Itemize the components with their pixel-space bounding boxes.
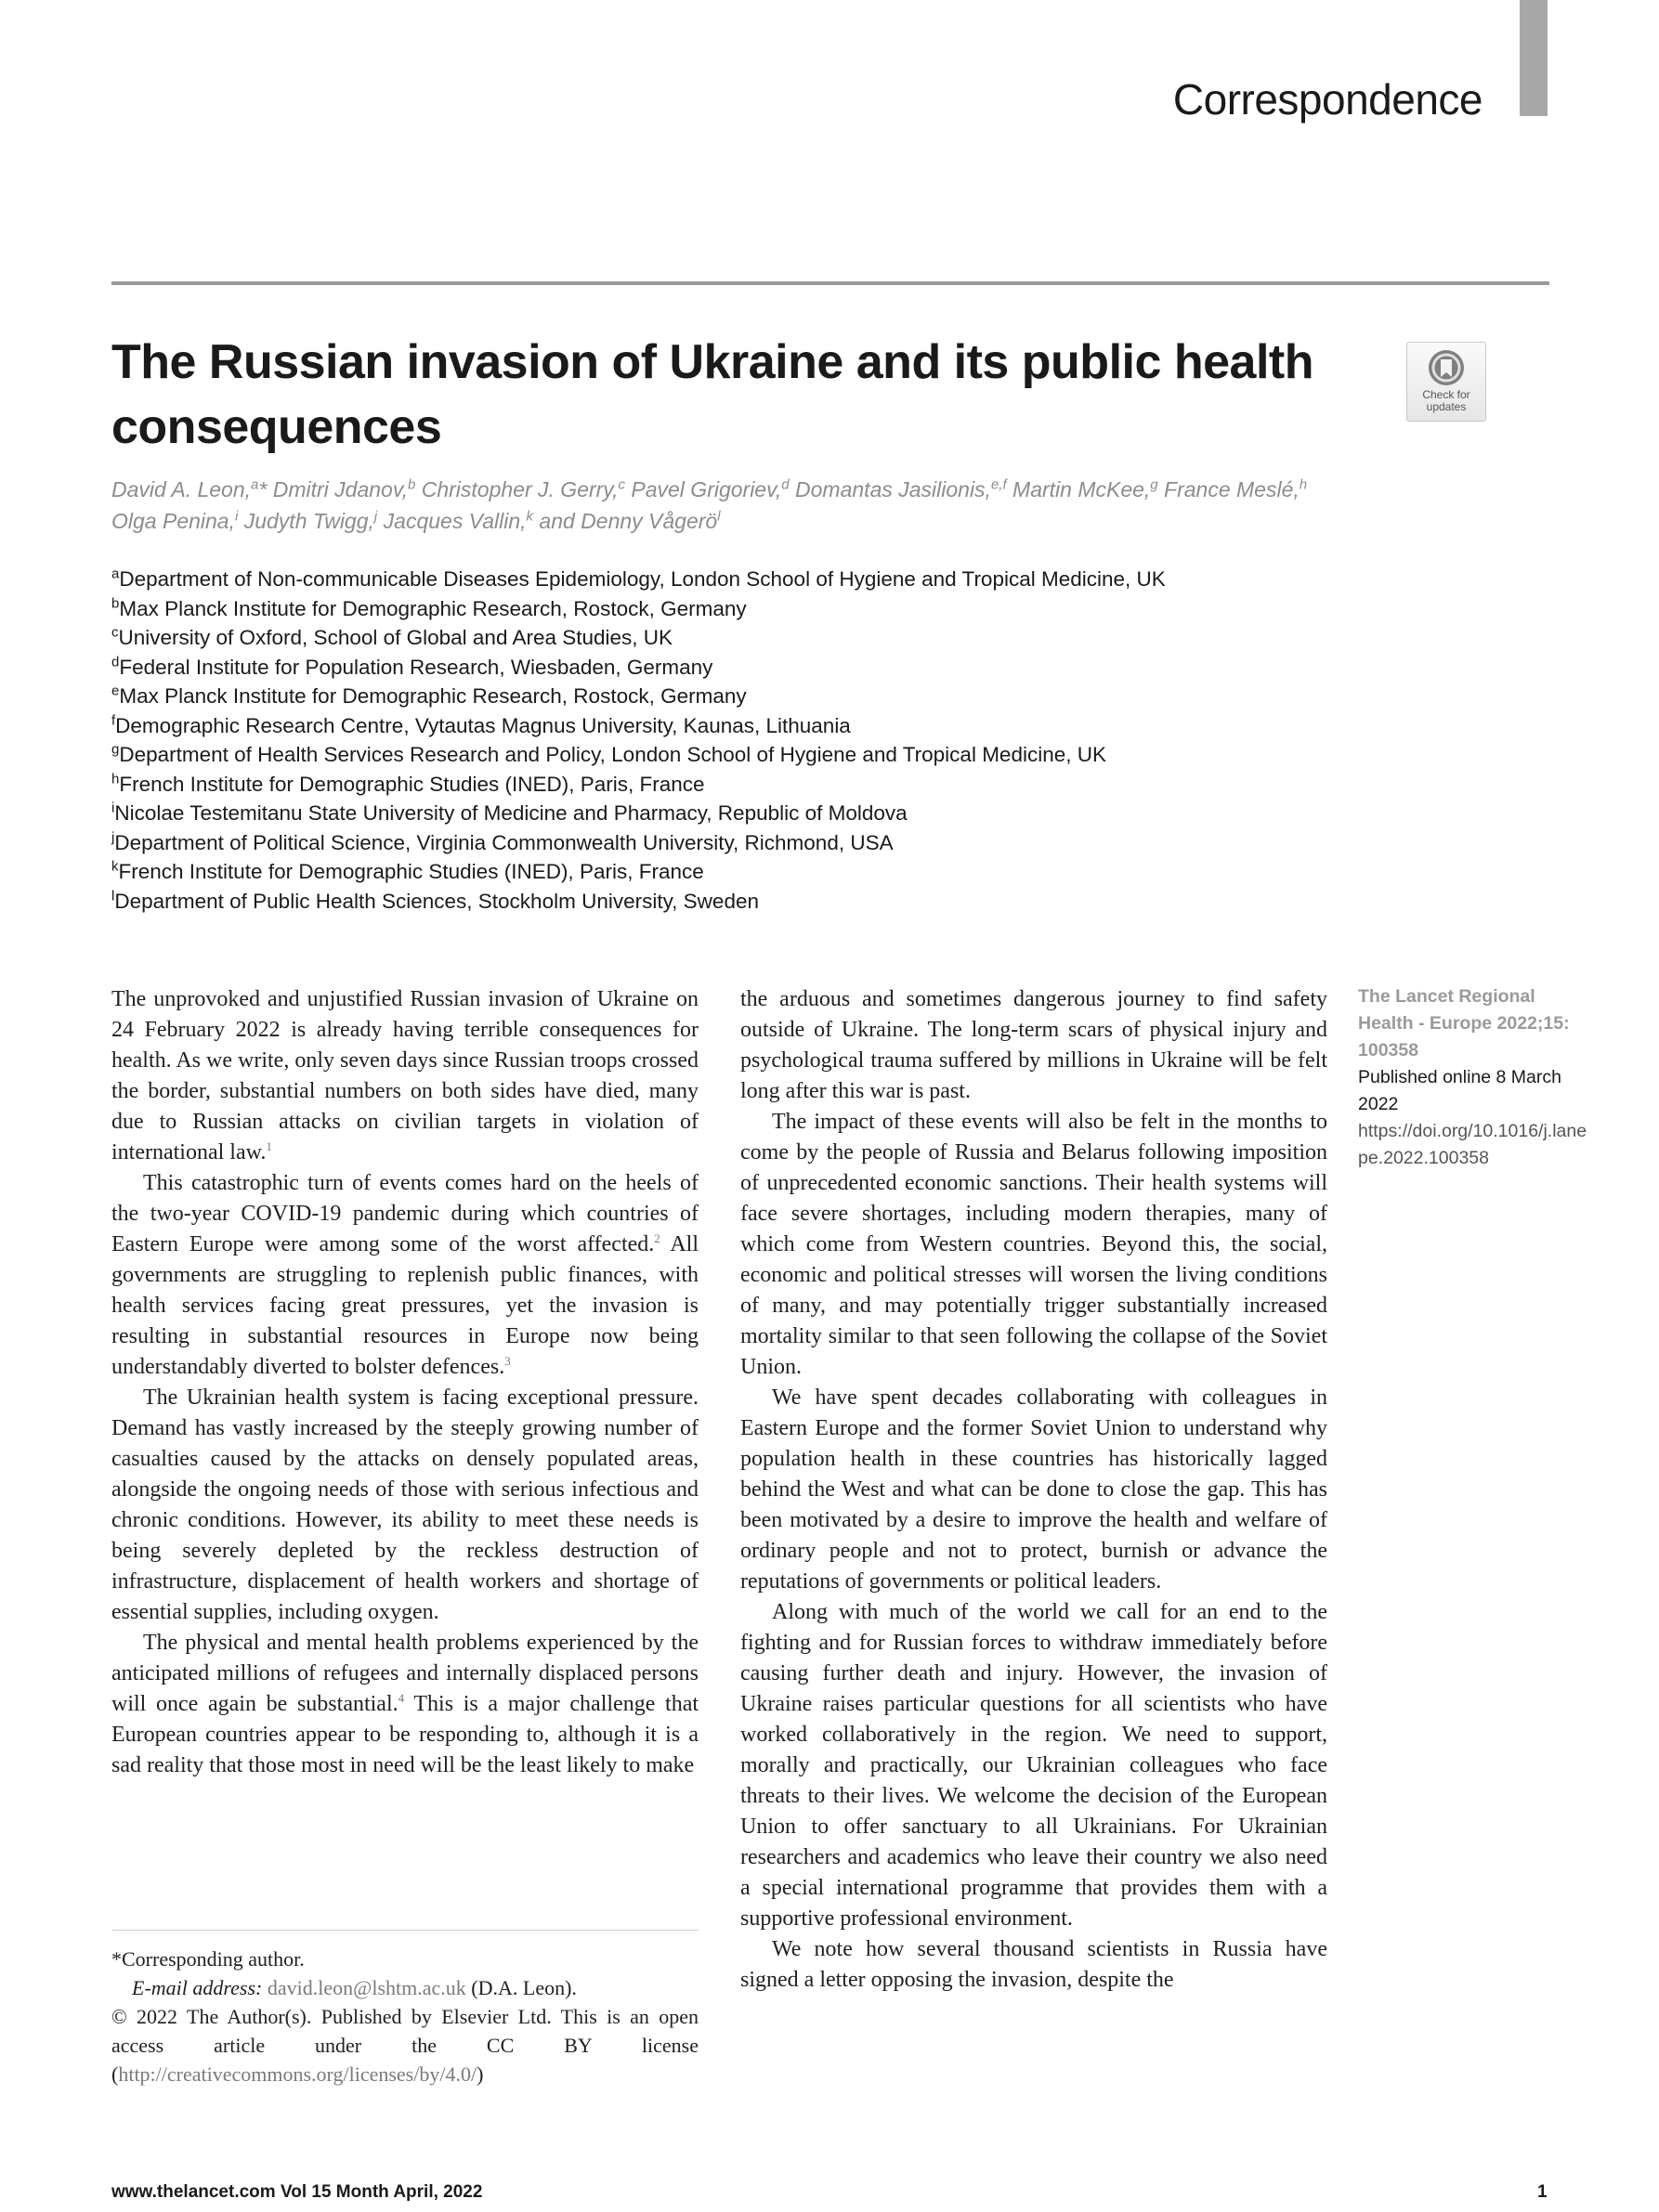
author-name: Judyth Twigg, bbox=[243, 509, 374, 533]
author-affiliation-mark: l bbox=[717, 508, 721, 525]
bookmark-icon bbox=[1429, 350, 1464, 385]
paragraph-text: The impact of these events will also be felt in the months to come by the people of Russia and Belarus following imposition of unprecedented economic sanctions. Their health systems will face severe shortages, including modern therapies, many of which come from Western countries. Beyond this, the social, economic and political stresses will worsen the living conditions of many, and may potentially trigger substantially increased mortality similar to that seen following the collapse of the Soviet Union. bbox=[740, 1110, 1327, 1379]
body-paragraph bbox=[740, 1383, 1327, 1597]
reference-mark: 3 bbox=[504, 1354, 511, 1368]
author-name: Dmitri Jdanov, bbox=[272, 477, 408, 501]
affiliation bbox=[111, 623, 1412, 653]
affiliation-list bbox=[111, 565, 1412, 916]
author-affiliation-mark: a bbox=[251, 476, 259, 493]
author bbox=[1012, 477, 1158, 501]
published-date: Published online 8 March 2022 bbox=[1358, 1067, 1561, 1114]
author-list bbox=[111, 474, 1347, 537]
author-name: Olga Penina, bbox=[111, 509, 235, 533]
body-paragraph bbox=[111, 1168, 699, 1383]
reference-mark: 2 bbox=[654, 1231, 660, 1245]
author bbox=[539, 509, 720, 533]
license-link[interactable]: http://creativecommons.org/licenses/by/4.0/ bbox=[118, 2062, 477, 2086]
author bbox=[244, 509, 378, 533]
affiliation-text: Department of Health Services Research and Policy, London School of Hygiene and Tropical Medicine, UK bbox=[119, 743, 1106, 766]
license-close: ) bbox=[477, 2062, 484, 2086]
author-affiliation-mark: b bbox=[408, 476, 416, 493]
affiliation bbox=[111, 565, 1412, 594]
body-paragraph bbox=[111, 1383, 699, 1628]
paragraph-text: This is a major challenge that European countries appear to be responding to, although it is a sad reality that those most in need will be the least likely to make bbox=[111, 1692, 699, 1777]
affiliation-text: Max Planck Institute for Demographic Research, Rostock, Germany bbox=[119, 596, 747, 620]
author-affiliation-mark: e,f bbox=[990, 476, 1007, 493]
paragraph-text: The unprovoked and unjustified Russian invasion of Ukraine on 24 February 2022 is already having terrible consequences for health. As we write, only seven days since Russian troops crossed the border, substantial numbers on both sides have died, many due to Russian attacks on civilian targets in violation of international law. bbox=[111, 987, 699, 1165]
reference-mark: 1 bbox=[266, 1139, 272, 1153]
paragraph-text: This catastrophic turn of events comes hard on the heels of the two-year COVID-19 pandemic during which countries of Eastern Europe were among some of the worst affected. bbox=[111, 1171, 699, 1256]
affiliation-mark: f bbox=[111, 712, 116, 728]
corresponding-author-note: *Corresponding author. bbox=[111, 1947, 305, 1971]
section-label: Correspondence bbox=[1172, 75, 1483, 124]
author bbox=[384, 509, 533, 533]
check-for-updates-button[interactable] bbox=[1406, 342, 1486, 422]
body-column-left bbox=[111, 984, 699, 1781]
page-number: 1 bbox=[1537, 2182, 1548, 2202]
paragraph-text: We have spent decades collaborating with colleagues in Eastern Europe and the former Soviet Union to understand why population health in these countries has historically lagged behind the West and what can be done to close the gap. This has been motivated by a desire to improve the health and welfare of ordinary people and not to protect, burnish or advance the reputations of governments or political leaders. bbox=[740, 1386, 1327, 1594]
email-suffix: (D.A. Leon). bbox=[465, 1976, 577, 1999]
author-name: Domantas Jasilionis, bbox=[795, 477, 991, 501]
email-label: E-mail address: bbox=[132, 1976, 263, 1999]
body-paragraph bbox=[740, 1934, 1327, 1996]
email-note bbox=[111, 1973, 699, 2002]
footnotes bbox=[111, 1945, 699, 2088]
body-paragraph bbox=[740, 1107, 1327, 1383]
author-name: Pavel Grigoriev, bbox=[631, 477, 782, 501]
paragraph-text: The physical and mental health problems experienced by the anticipated millions of refugees and internally displaced persons will once again be substantial. bbox=[111, 1631, 699, 1716]
article-metadata-sidebar bbox=[1358, 983, 1590, 1172]
affiliation bbox=[111, 828, 1412, 858]
doi-link[interactable]: https://doi.org/10.1016/j.lanepe.2022.100358 bbox=[1358, 1121, 1587, 1168]
affiliation-mark: e bbox=[111, 683, 120, 699]
journal-citation: The Lancet Regional Health - Europe 2022;15: 100358 bbox=[1358, 986, 1570, 1060]
author-name: and Denny Vågerö bbox=[539, 509, 718, 533]
affiliation bbox=[111, 740, 1412, 770]
author bbox=[795, 477, 1007, 501]
paragraph-text: Along with much of the world we call for an end to the fighting and for Russian forces to withdraw immediately before causing further death and injury. However, the invasion of Ukraine raises particular questions for all scientists who have worked collaboratively in the region. We need to support, morally and practically, our Ukrainian colleagues who face threats to their lives. We welcome the decision of the European Union to offer sanctuary to all Ukrainians. For Ukrainian researchers and academics who leave their country we also need a special international programme that provides them with a supportive professional environment. bbox=[740, 1600, 1327, 1931]
author-affiliation-mark: k bbox=[526, 508, 534, 525]
author-affiliation-mark: h bbox=[1299, 476, 1308, 493]
affiliation-text: Department of Non-communicable Diseases Epidemiology, London School of Hygiene and Tropical Medicine, UK bbox=[119, 567, 1166, 591]
footnote-divider bbox=[111, 1930, 699, 1931]
corresponding-mark: * bbox=[258, 477, 268, 501]
paragraph-text: All governments are struggling to replenish public finances, with health services facing great pressures, yet the invasion is resulting in substantial resources in Europe now being understandably diverted to bolster defences. bbox=[111, 1232, 699, 1379]
author bbox=[1164, 477, 1307, 501]
author-name: Martin McKee, bbox=[1012, 477, 1151, 501]
affiliation-mark: k bbox=[111, 858, 119, 875]
body-paragraph bbox=[111, 984, 699, 1168]
affiliation bbox=[111, 682, 1412, 711]
affiliation-mark: h bbox=[111, 771, 120, 787]
affiliation-mark: l bbox=[111, 888, 115, 904]
paragraph-text: the arduous and sometimes dangerous journey to find safety outside of Ukraine. The long-term scars of physical injury and psychological trauma suffered by millions in Ukraine will be felt long after this war is past. bbox=[740, 987, 1327, 1103]
affiliation-mark: g bbox=[111, 741, 120, 758]
paragraph-text: The Ukrainian health system is facing exceptional pressure. Demand has vastly increased by the steeply growing number of casualties caused by the attacks on densely populated areas, alongside the ongoing needs of those with serious infectious and chronic conditions. However, its ability to meet these needs is being severely depleted by the reckless destruction of infrastructure, displacement of health workers and shortage of essential supplies, including oxygen. bbox=[111, 1386, 699, 1624]
check-for-updates-label: Check for updates bbox=[1422, 388, 1470, 413]
body-paragraph bbox=[111, 1628, 699, 1781]
affiliation bbox=[111, 887, 1412, 917]
email-link[interactable]: david.leon@lshtm.ac.uk bbox=[267, 1976, 466, 1999]
author-name: France Meslé, bbox=[1164, 477, 1300, 501]
affiliation-mark: d bbox=[111, 654, 120, 670]
affiliation bbox=[111, 711, 1412, 741]
affiliation-mark: b bbox=[111, 595, 120, 611]
section-marker-tab bbox=[1520, 0, 1548, 116]
author-affiliation-mark: d bbox=[781, 476, 790, 493]
affiliation bbox=[111, 857, 1412, 887]
affiliation bbox=[111, 594, 1412, 624]
affiliation-text: Demographic Research Centre, Vytautas Magnus University, Kaunas, Lithuania bbox=[115, 713, 851, 737]
affiliation-mark: j bbox=[111, 829, 115, 845]
affiliation-mark: c bbox=[111, 624, 119, 641]
affiliation-text: French Institute for Demographic Studies (INED), Paris, France bbox=[118, 860, 704, 883]
author bbox=[111, 509, 238, 533]
affiliation-text: Department of Political Science, Virginia Commonwealth University, Richmond, USA bbox=[114, 830, 894, 854]
license-note bbox=[111, 2002, 699, 2088]
author bbox=[422, 477, 625, 501]
author bbox=[273, 477, 416, 501]
author-name: Christopher J. Gerry, bbox=[421, 477, 619, 501]
affiliation-text: French Institute for Demographic Studies (INED), Paris, France bbox=[119, 772, 705, 796]
author bbox=[631, 477, 789, 501]
body-column-right bbox=[740, 984, 1327, 1996]
footer-journal-info: www.thelancet.com Vol 15 Month April, 2022 bbox=[111, 2182, 483, 2202]
affiliation-mark: a bbox=[111, 566, 120, 582]
affiliation bbox=[111, 653, 1412, 683]
author-affiliation-mark: j bbox=[373, 508, 378, 525]
affiliation-text: University of Oxford, School of Global and Area Studies, UK bbox=[118, 626, 673, 649]
paragraph-text: We note how several thousand scientists in Russia have signed a letter opposing the invasion, despite the bbox=[740, 1937, 1327, 1992]
header-divider bbox=[111, 281, 1549, 285]
license-text: © 2022 The Author(s). Published by Elsevier Ltd. This is an open access article under the CC BY license ( bbox=[111, 2005, 699, 2086]
author-affiliation-mark: g bbox=[1150, 476, 1158, 493]
reference-mark: 4 bbox=[398, 1691, 405, 1705]
author-affiliation-mark: i bbox=[234, 508, 239, 525]
affiliation-mark: i bbox=[111, 800, 115, 816]
author-name: David A. Leon, bbox=[111, 477, 252, 501]
affiliation-text: Nicolae Testemitanu State University of Medicine and Pharmacy, Republic of Moldova bbox=[114, 801, 908, 825]
affiliation-text: Department of Public Health Sciences, Stockholm University, Sweden bbox=[114, 889, 759, 913]
author bbox=[111, 477, 267, 501]
affiliation-text: Federal Institute for Population Research, Wiesbaden, Germany bbox=[119, 655, 713, 679]
author-name: Jacques Vallin, bbox=[383, 509, 527, 533]
body-paragraph bbox=[740, 1597, 1327, 1934]
article-title: The Russian invasion of Ukraine and its public health consequences bbox=[111, 335, 1313, 454]
affiliation bbox=[111, 770, 1412, 800]
affiliation bbox=[111, 799, 1412, 828]
author-affiliation-mark: c bbox=[618, 476, 625, 493]
affiliation-text: Max Planck Institute for Demographic Research, Rostock, Germany bbox=[119, 684, 747, 708]
body-paragraph bbox=[740, 984, 1327, 1107]
